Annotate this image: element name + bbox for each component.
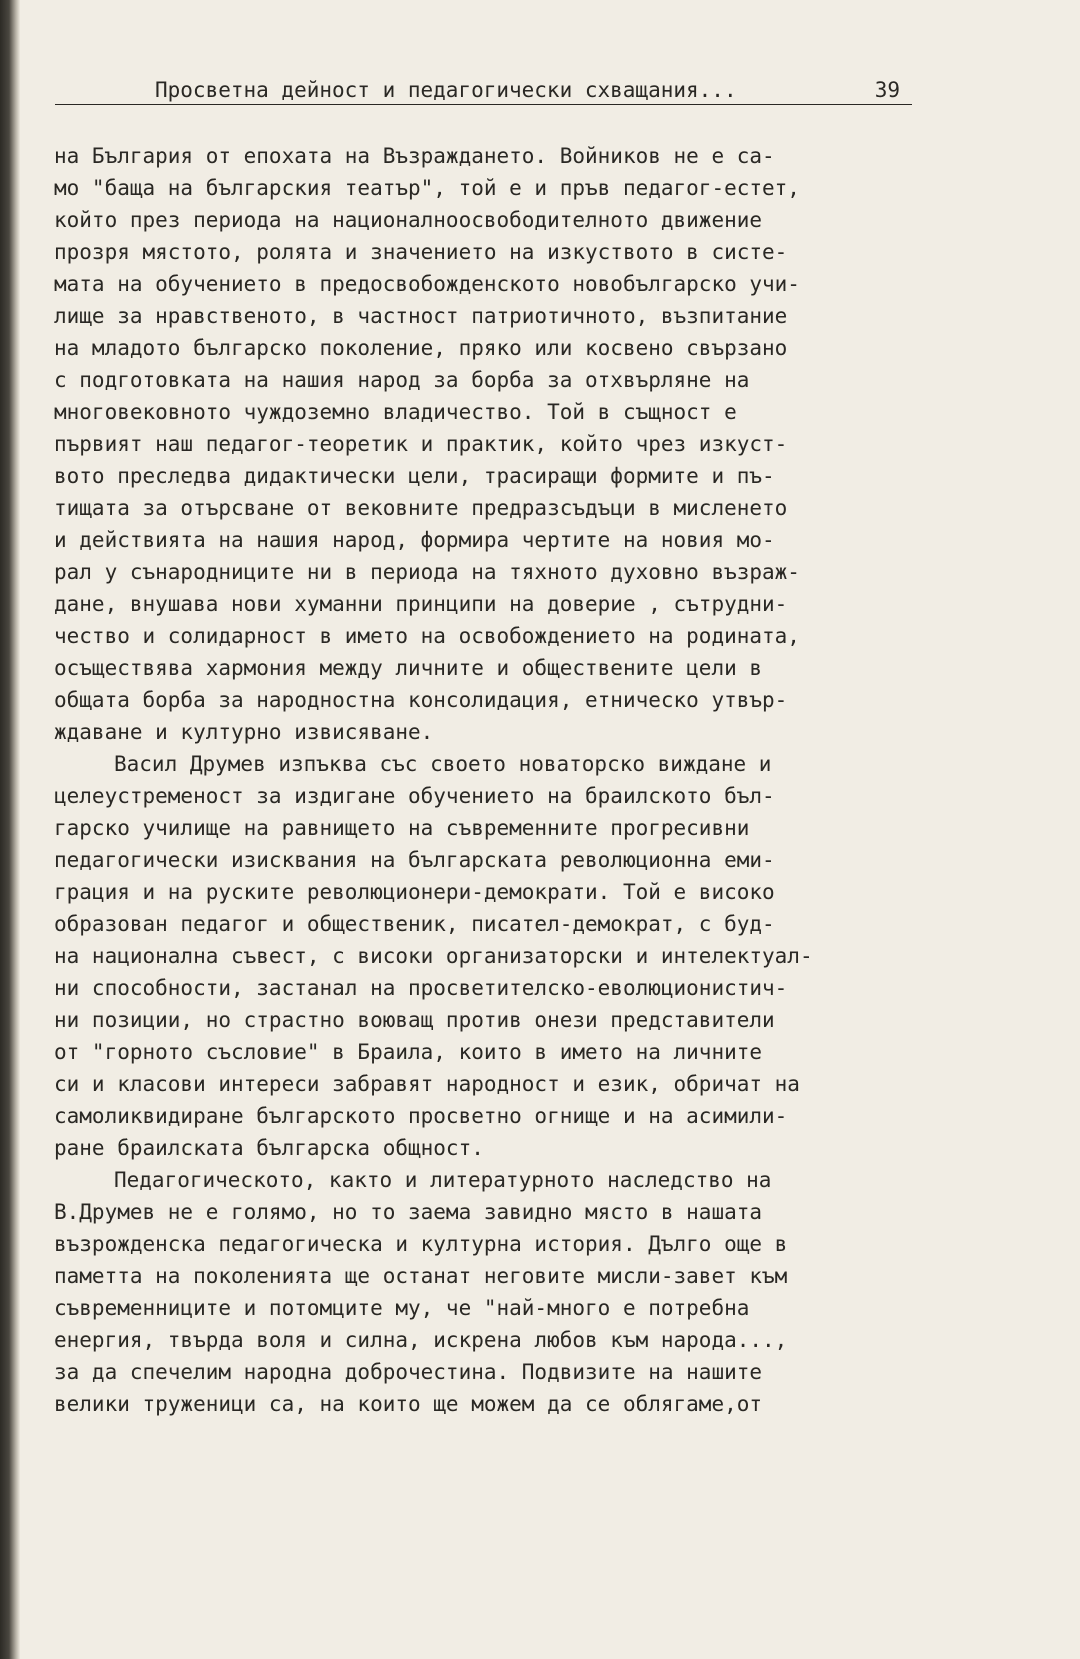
paragraph-start-line: Педагогическото, както и литературното наследство на: [114, 1168, 772, 1192]
text-line: ране браилската българска общност.: [54, 1136, 484, 1160]
body-text: [54, 140, 934, 1420]
text-line: осъществява хармония между личните и обществените цели в: [54, 656, 763, 680]
text-line: си и класови интереси забравят народност и език, обричат на: [54, 1072, 800, 1096]
text-line: целеустременост за издигане обучението на браилското бъл-: [54, 784, 775, 808]
text-line: възрожденска педагогическа и културна история. Дълго още в: [54, 1232, 788, 1256]
text-line: от "горното съсловие" в Браила, които в името на личните: [54, 1040, 763, 1064]
text-line: вото преследва дидактически цели, трасиращи формите и пъ-: [54, 464, 775, 488]
text-line: първият наш педагог-теоретик и практик, който чрез изкуст-: [54, 432, 788, 456]
text-line: и действията на нашия народ, формира чертите на новия мо-: [54, 528, 775, 552]
text-line: на национална съвест, с високи организаторски и интелектуал-: [54, 944, 813, 968]
running-header-title: Просветна дейност и педагогически схващания...: [155, 78, 737, 102]
paragraph-start-line: Васил Друмев изпъква със своето новаторско виждане и: [114, 752, 772, 776]
text-line: с подготовката на нашия народ за борба за отхвърляне на: [54, 368, 750, 392]
text-line: ни способности, застанал на просветителско-еволюционистич-: [54, 976, 788, 1000]
text-line: енергия, твърда воля и силна, искрена любов към народа...,: [54, 1328, 788, 1352]
text-line: който през периода на националноосвободителното движение: [54, 208, 763, 232]
text-line: грация и на руските революционери-демократи. Той е високо: [54, 880, 775, 904]
text-line: ни позиции, но страстно воюващ против онези представители: [54, 1008, 775, 1032]
text-line: на младото българско поколение, пряко или косвено свързано: [54, 336, 788, 360]
text-line: дане, внушава нови хуманни принципи на доверие , сътрудни-: [54, 592, 788, 616]
text-line: прозря мястото, ролята и значението на изкуството в систе-: [54, 240, 788, 264]
text-line: общата борба за народностна консолидация, етническо утвър-: [54, 688, 788, 712]
text-line: рал у сънародниците ни в периода на тяхното духовно възраж-: [54, 560, 800, 584]
text-line: паметта на поколенията ще останат неговите мисли-завет към: [54, 1264, 788, 1288]
text-line: мо "баща на българския театър", той е и пръв педагог-естет,: [54, 176, 800, 200]
text-line: многовековното чуждоземно владичество. Той в същност е: [54, 400, 737, 424]
running-header: [55, 78, 912, 105]
text-line: велики труженици са, на които ще можем да се облягаме,от: [54, 1392, 763, 1416]
text-line: ждаване и културно извисяване.: [54, 720, 434, 744]
text-line: съвременниците и потомците му, че "най-много е потребна: [54, 1296, 750, 1320]
text-line: за да спечелим народна доброчестина. Подвизите на нашите: [54, 1360, 763, 1384]
text-line: самоликвидиране българското просветно огнище и на асимили-: [54, 1104, 788, 1128]
text-line: педагогически изисквания на българската революционна еми-: [54, 848, 775, 872]
text-line: образован педагог и общественик, писател-демократ, с буд-: [54, 912, 775, 936]
text-line: на България от епохата на Възраждането. Войников не е са-: [54, 144, 775, 168]
text-line: лище за нравственото, в частност патриотичното, възпитание: [54, 304, 788, 328]
text-line: тищата за отърсване от вековните предразсъдъци в мисленето: [54, 496, 788, 520]
text-line: мата на обучението в предосвобожденското новобългарско учи-: [54, 272, 800, 296]
text-line: гарско училище на равнището на съвременните прогресивни: [54, 816, 750, 840]
page-number: 39: [874, 78, 900, 102]
text-line: В.Друмев не е голямо, но то заема завидно място в нашата: [54, 1200, 763, 1224]
text-line: чество и солидарност в името на освобождението на родината,: [54, 624, 800, 648]
